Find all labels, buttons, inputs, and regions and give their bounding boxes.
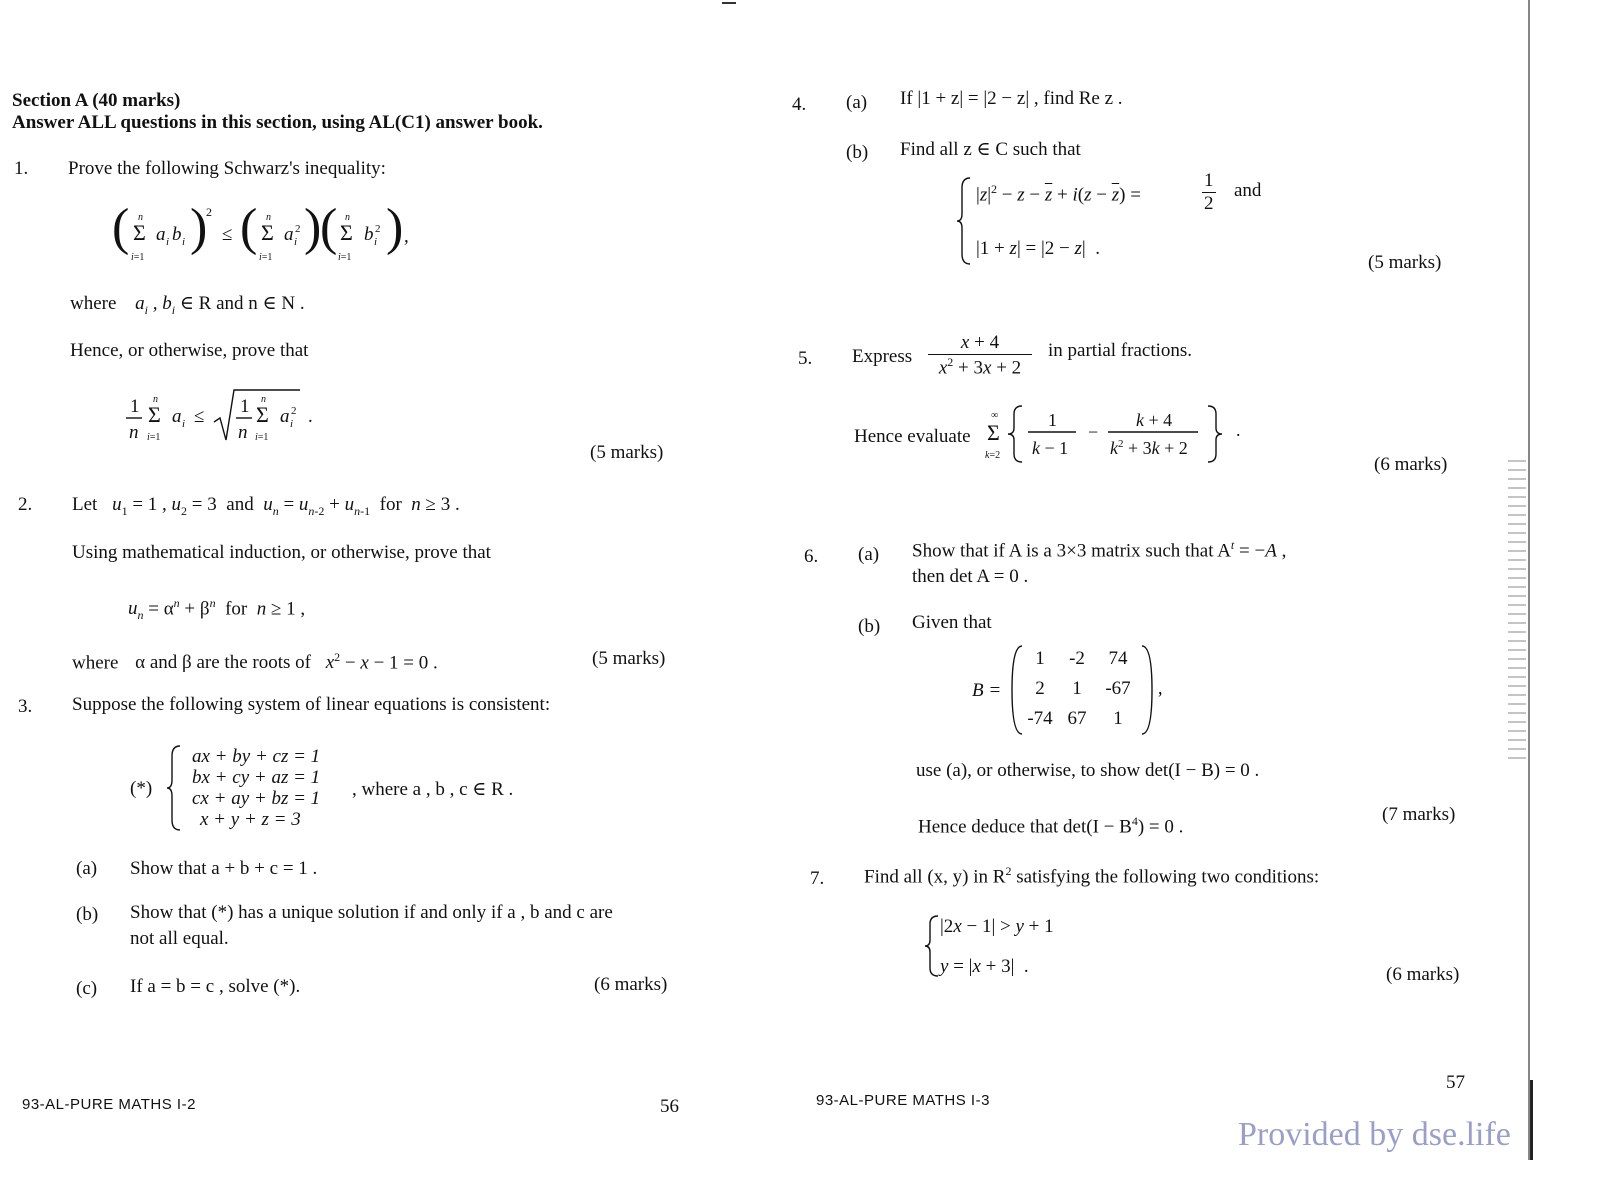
q4-b-label: (b): [846, 142, 869, 163]
svg-text:.: .: [308, 406, 313, 427]
q5-partial: in partial fractions.: [1048, 340, 1193, 361]
svg-text:k + 4: k + 4: [1136, 410, 1173, 430]
q3-a-label: (a): [76, 858, 98, 879]
svg-text:i: i: [182, 236, 186, 248]
svg-text:∞: ∞: [991, 410, 999, 421]
q1-marks: (5 marks): [590, 442, 664, 463]
svg-text:k=2: k=2: [985, 450, 1001, 461]
schwarz-inequality: [112, 198, 432, 270]
svg-text:i=1: i=1: [255, 432, 269, 443]
q6-deduce: Hence deduce that det(I − B: [918, 816, 1132, 838]
svg-text:≤: ≤: [222, 224, 233, 245]
q3-eq4: x + y + z = 3: [200, 809, 301, 830]
q5-express: Express: [852, 346, 913, 367]
svg-text:≤: ≤: [194, 406, 205, 427]
svg-text:i: i: [182, 418, 186, 430]
left-page-number: 56: [660, 1096, 679, 1117]
q7-eq2: y = |x + 3| .: [940, 956, 1029, 977]
svg-text:2: 2: [206, 205, 212, 219]
q3-c-text: If a = b = c , solve (*).: [130, 976, 301, 997]
matrix-cell: 2: [1035, 678, 1045, 699]
q5-number: 5.: [798, 348, 813, 369]
svg-text:Σ: Σ: [987, 420, 1000, 445]
svg-text:Σ: Σ: [148, 402, 161, 427]
section-title: Section A (40 marks): [12, 90, 181, 111]
svg-text:i: i: [294, 236, 298, 248]
q6-a-label: (a): [858, 544, 880, 565]
q4-system-brace: [956, 176, 974, 266]
q1-text: Prove the following Schwarz's inequality:: [68, 158, 386, 179]
svg-text:(: (: [240, 199, 258, 256]
svg-text:,: ,: [1158, 678, 1163, 698]
matrix-cell: 74: [1108, 648, 1128, 669]
q4-and: and: [1234, 180, 1262, 201]
q6-a-line: Show that if A is a 3×3 matrix such that $A^t = -A$ ,: [912, 538, 1287, 562]
svg-text:Σ: Σ: [133, 220, 146, 245]
q4-a-label: (a): [846, 92, 868, 113]
q3-text: Suppose the following system of linear equations is consistent:: [72, 694, 551, 715]
q2-let-word: Let: [72, 494, 98, 515]
matrix-cell: -2: [1069, 648, 1085, 669]
q6-a-text-1: Show that if A is a 3×3 matrix such that A: [912, 540, 1231, 562]
q3-where-abc: , where a , b , c ∈ R .: [352, 779, 514, 800]
svg-text:a: a: [284, 224, 294, 245]
svg-text:Σ: Σ: [261, 220, 274, 245]
q3-system-brace: [166, 744, 184, 832]
q7-text: Find all (x, y) in R: [864, 866, 1006, 888]
q1-where-rest: ∈ R and n ∈ N .: [179, 293, 305, 314]
svg-text:): ): [304, 199, 322, 256]
svg-text:n: n: [238, 422, 248, 443]
q3-b-text-1: Show that (*) has a unique solution if and only if a , b and c are: [130, 902, 613, 923]
q4-b-text: Find all z ∈ C such that: [900, 139, 1081, 160]
q1-mean-inequality: [126, 382, 326, 452]
q1-hence: Hence, or otherwise, prove that: [70, 340, 309, 361]
svg-text:Σ: Σ: [340, 220, 353, 245]
svg-text:2: 2: [375, 223, 381, 235]
svg-text:2: 2: [291, 405, 297, 417]
svg-text:(: (: [112, 199, 130, 256]
matrix-cell: 67: [1067, 708, 1087, 729]
svg-text:i: i: [166, 236, 170, 248]
matrix-cell: 1: [1113, 708, 1123, 729]
svg-text:a: a: [156, 224, 166, 245]
left-footer-code: 93-AL-PURE MATHS I-2: [22, 1096, 196, 1113]
svg-text:n: n: [129, 422, 139, 443]
q1-where-line: where $a_i$ , $b_i$ ∈ R and n ∈ N .: [70, 293, 305, 317]
svg-text:i=1: i=1: [131, 252, 145, 263]
scan-edge-line: [1528, 0, 1530, 1160]
matrix-cell: 1: [1072, 678, 1082, 699]
q7-marks: (6 marks): [1386, 964, 1460, 985]
q3-c-label: (c): [76, 978, 98, 999]
svg-text:,: ,: [404, 226, 409, 247]
svg-text:n: n: [345, 212, 350, 223]
q5-fraction: x + 4 $x^2 + 3x + 2$: [928, 332, 1032, 379]
section-instruction: Answer ALL questions in this section, using AL(C1) answer book.: [12, 112, 543, 133]
q3-star: (*): [130, 778, 153, 799]
q3-eq3: cx + ay + bz = 1: [192, 788, 321, 809]
svg-text:n: n: [266, 212, 271, 223]
svg-text:): ): [190, 199, 208, 256]
matrix-cell: 1: [1035, 648, 1045, 669]
watermark: Provided by dse.life: [1238, 1116, 1511, 1153]
svg-text:−: −: [1088, 422, 1099, 442]
q3-eq2: bx + cy + az = 1: [192, 767, 321, 788]
q2-induction: Using mathematical induction, or otherwise, prove that: [72, 542, 491, 563]
svg-text:1: 1: [1048, 410, 1057, 430]
q3-b-label: (b): [76, 904, 99, 925]
q4-eq2: |1 + z| = |2 − z| .: [976, 238, 1100, 259]
q3-number: 3.: [18, 696, 33, 717]
svg-text:n: n: [261, 394, 266, 405]
q3-a-text: Show that a + b + c = 1 .: [130, 858, 318, 879]
q4-a-text: If |1 + z| = |2 − z| , find Re z .: [900, 88, 1123, 109]
q3-eq1: ax + by + cz = 1: [192, 746, 321, 767]
svg-text:i: i: [290, 418, 294, 430]
scan-speckle: [1508, 460, 1526, 760]
svg-text:b: b: [364, 224, 374, 245]
q4-number: 4.: [792, 94, 807, 115]
q6-deduce-line: Hence deduce that $\det(I - B^4) = 0$ .: [918, 814, 1184, 838]
right-page-number: 57: [1446, 1072, 1465, 1093]
svg-text:i=1: i=1: [338, 252, 352, 263]
q4-eq1: $|z|^2 - z - \overline{z} + i(z - \overline{z})$ =: [976, 182, 1141, 206]
scan-edge-bar: [1530, 1080, 1533, 1160]
q4-half: 1 2: [1204, 170, 1214, 214]
svg-text:Σ: Σ: [256, 402, 269, 427]
q6-number: 6.: [804, 546, 819, 567]
q4-marks: (5 marks): [1368, 252, 1442, 273]
q7-text-rest: satisfying the following two conditions:: [1016, 866, 1320, 888]
q6-use: use (a), or otherwise, to show det(I − B) = 0 .: [916, 760, 1260, 781]
svg-text:): ): [386, 199, 404, 256]
svg-text:k − 1: k − 1: [1032, 438, 1069, 458]
q5-hence: Hence evaluate: [854, 426, 971, 447]
q2-where-word: where: [72, 652, 119, 674]
q1-where-word: where: [70, 293, 117, 314]
q5-marks: (6 marks): [1374, 454, 1448, 475]
right-footer-code: 93-AL-PURE MATHS I-3: [816, 1092, 990, 1109]
q3-marks: (6 marks): [594, 974, 668, 995]
matrix-cell: -67: [1105, 678, 1131, 699]
q3-b-text-2: not all equal.: [130, 928, 229, 949]
q7-number: 7.: [810, 868, 825, 889]
svg-text:(: (: [320, 199, 338, 256]
svg-text:a: a: [280, 406, 290, 427]
q5-series: [982, 400, 1252, 466]
svg-text:i=1: i=1: [259, 252, 273, 263]
svg-text:n: n: [153, 394, 158, 405]
q7-line: Find all (x, y) in $R^2$ satisfying the following two conditions:: [864, 864, 1320, 888]
svg-text:2: 2: [295, 223, 301, 235]
q6-marks: (7 marks): [1382, 804, 1456, 825]
q6-b-label: (b): [858, 616, 881, 637]
top-mark: [722, 2, 736, 4]
svg-text:i: i: [374, 236, 378, 248]
q6-b-text: Given that: [912, 612, 992, 633]
svg-text:1: 1: [240, 396, 250, 417]
q1-number: 1.: [14, 158, 29, 179]
q6-matrix: [1022, 648, 1140, 730]
q2-marks: (5 marks): [592, 648, 666, 669]
svg-text:i=1: i=1: [147, 432, 161, 443]
q2-roots: α and β are the roots of: [135, 652, 311, 674]
svg-text:k2 + 3k + 2: $k^2 + 3k + 2$: [1110, 438, 1188, 458]
q6-a-text-2: then det A = 0 .: [912, 566, 1029, 587]
q2-let-line: Let $u_1 = 1$ , $u_2 = 3$ and $u_n = u_{n-2} + u_{n-1}$ for n ≥ 3 .: [72, 494, 460, 518]
q6-matrix-label: B =: [972, 680, 1002, 701]
q2-formula: $u_n = \alpha^n + \beta^n$ for n ≥ 1 ,: [128, 596, 306, 623]
q2-where-line: where α and β are the roots of $x^2 - x - 1 = 0$ .: [72, 650, 438, 674]
svg-text:a: a: [172, 406, 182, 427]
matrix-cell: -74: [1027, 708, 1053, 729]
svg-text:b: b: [172, 224, 182, 245]
q2-number: 2.: [18, 494, 33, 515]
svg-text:n: n: [138, 212, 143, 223]
svg-text:1: 1: [130, 396, 140, 417]
q7-eq1: |2x − 1| > y + 1: [940, 916, 1054, 937]
svg-text:.: .: [1236, 420, 1241, 440]
